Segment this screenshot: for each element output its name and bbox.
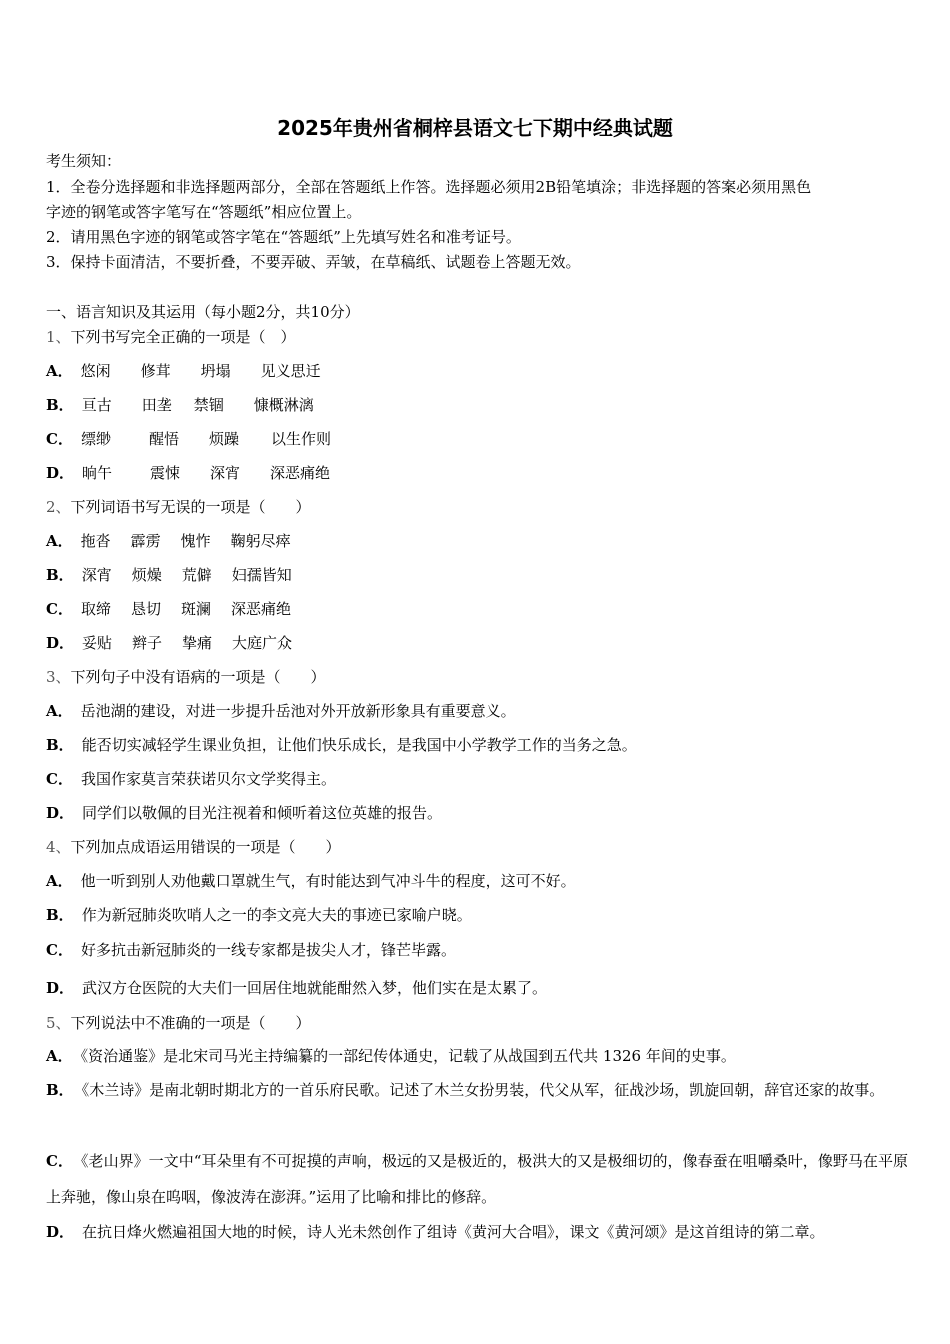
option-label: D． — [46, 1223, 75, 1241]
option — [46, 395, 314, 415]
option — [46, 1046, 736, 1066]
option-word: 辫子 — [132, 634, 163, 652]
question-stem — [46, 837, 341, 857]
option-label: B． — [46, 1081, 74, 1099]
option-word: 烦燥 — [131, 566, 162, 584]
question-number: 4、 — [46, 838, 71, 856]
notice-heading: 考生须知： — [46, 152, 122, 170]
option-label: D． — [46, 804, 75, 822]
question-text: 下列句子中没有语病的一项是（ ） — [70, 668, 326, 686]
option — [46, 735, 637, 755]
option-word: 取缔 — [80, 600, 111, 618]
option-text: 在抗日烽火燃遍祖国大地的时候，诗人光未然创作了组诗《黄河大合唱》，课文《黄河颂》是这首组诗的第二章。 — [82, 1223, 825, 1241]
option-text: 能否切实减轻学生课业负担，让他们快乐成长，是我国中小学教学工作的当务之急。 — [81, 736, 637, 754]
question-stem — [46, 327, 296, 347]
option — [46, 1222, 825, 1242]
option-label: A． — [46, 702, 73, 720]
notice-item: 2．请用黑色字迹的钢笔或答字笔在“答题纸”上先填写姓名和准考证号。 — [46, 228, 521, 246]
option-word: 晌午 — [82, 464, 113, 482]
option-label: D． — [46, 464, 75, 482]
page-title: 2025年贵州省桐梓县语文七下期中经典试题 — [277, 116, 673, 140]
option-text: 岳池湖的建设，对进一步提升岳池对外开放新形象具有重要意义。 — [80, 702, 516, 720]
option-word: 修茸 — [140, 362, 171, 380]
option-word: 鞠躬尽瘁 — [230, 532, 291, 550]
option-text: 《木兰诗》是南北朝时期北方的一首乐府民歌。记述了木兰女扮男装，代父从军，征战沙场，凯旋回朝，辞官还家的故事。 — [81, 1081, 885, 1099]
option-label: B． — [46, 736, 74, 754]
notice-item: 3．保持卡面清洁，不要折叠，不要弄破、弄皱，在草稿纸、试题卷上答题无效。 — [46, 253, 581, 271]
option — [46, 978, 547, 998]
option — [46, 565, 292, 585]
option-word: 深宵 — [81, 566, 112, 584]
notice-item: 字迹的钢笔或答字笔写在“答题纸”相应位置上。 — [46, 203, 362, 221]
question-text: 下列词语书写无误的一项是（ ） — [70, 498, 311, 516]
option-word: 深恶痛绝 — [270, 464, 331, 482]
option — [46, 1143, 908, 1215]
option-word: 妥贴 — [82, 634, 113, 652]
option-text: 武汉方仓医院的大夫们一回居住地就能酣然入梦，他们实在是太累了。 — [82, 979, 548, 997]
option-word: 醒悟 — [148, 430, 179, 448]
option-word: 烦躁 — [208, 430, 239, 448]
option-word: 田垄 — [141, 396, 172, 414]
question-number: 3、 — [46, 668, 71, 686]
option-text: 《老山界》一文中“耳朵里有不可捉摸的声响，极远的又是极近的，极洪大的又是极细切的，像春蚕在咀嚼桑叶，像野马在平原上奔驰，像山泉在呜咽，像波涛在澎湃。”运用了比喻和排比的修辞。 — [46, 1152, 908, 1206]
option-label: A． — [46, 872, 73, 890]
option-word: 拖沓 — [80, 532, 111, 550]
option-word: 慷概淋漓 — [253, 396, 314, 414]
option — [46, 463, 330, 483]
section-heading: 一、语言知识及其运用（每小题2分，共10分） — [46, 303, 360, 321]
option-word: 亘古 — [81, 396, 112, 414]
question-stem — [46, 1013, 311, 1033]
option-word: 以生作则 — [270, 430, 331, 448]
option-word: 愧怍 — [180, 532, 211, 550]
option-label: C． — [46, 770, 73, 788]
option-word: 深恶痛绝 — [230, 600, 291, 618]
option-word: 坍塌 — [200, 362, 231, 380]
option-text: 《资治通鉴》是北宋司马光主持编纂的一部纪传体通史，记载了从战国到五代共 1326 年间的史事。 — [80, 1047, 736, 1065]
option-text: 同学们以敬佩的目光注视着和倾听着这位英雄的报告。 — [82, 804, 443, 822]
option-label: B． — [46, 396, 74, 414]
option-label: B． — [46, 566, 74, 584]
option-text: 好多抗击新冠肺炎的一线专家都是拔尖人才，锋芒毕露。 — [80, 941, 456, 959]
option-label: A． — [46, 362, 73, 380]
option-word: 悠闲 — [80, 362, 111, 380]
option — [46, 940, 456, 960]
option — [46, 803, 442, 823]
option-label: D． — [46, 979, 75, 997]
option-text: 我国作家莫言荣获诺贝尔文学奖得主。 — [80, 770, 336, 788]
question-text: 下列说法中不准确的一项是（ ） — [70, 1014, 311, 1032]
option-word: 霹雳 — [130, 532, 161, 550]
question-text: 下列书写完全正确的一项是（ ） — [70, 328, 296, 346]
option-label: D． — [46, 634, 75, 652]
option — [46, 905, 472, 925]
option-word: 斑澜 — [180, 600, 211, 618]
question-number: 1、 — [46, 328, 71, 346]
question-stem — [46, 497, 311, 517]
question-text: 下列加点成语运用错误的一项是（ ） — [70, 838, 341, 856]
option-label: A． — [46, 1047, 73, 1065]
option — [46, 599, 291, 619]
option-label: C． — [46, 941, 73, 959]
question-number: 2、 — [46, 498, 71, 516]
option — [46, 1072, 908, 1108]
option-word: 深宵 — [210, 464, 241, 482]
option — [46, 633, 292, 653]
option — [46, 871, 576, 891]
question-stem — [46, 667, 326, 687]
option-word: 大庭广众 — [232, 634, 293, 652]
option-label: A． — [46, 532, 73, 550]
option — [46, 429, 331, 449]
option-word: 见义思迁 — [260, 362, 321, 380]
notice-item: 1．全卷分选择题和非选择题两部分，全部在答题纸上作答。选择题必须用2B铅笔填涂；非选择题的答案必须用黑色 — [46, 178, 812, 196]
option-label: C． — [46, 600, 73, 618]
option-label: B． — [46, 906, 74, 924]
option-word: 挚痛 — [182, 634, 213, 652]
option-word: 禁锢 — [193, 396, 224, 414]
option-word: 妇孺皆知 — [231, 566, 292, 584]
option-label: C． — [46, 430, 73, 448]
option-label: C． — [46, 1152, 74, 1170]
option — [46, 531, 291, 551]
option — [46, 701, 516, 721]
option-word: 荒僻 — [181, 566, 212, 584]
option-text: 作为新冠肺炎吹哨人之一的李文亮大夫的事迹已家喻户晓。 — [81, 906, 472, 924]
question-number: 5、 — [46, 1014, 71, 1032]
option-text: 他一听到别人劝他戴口罩就生气，有时能达到气冲斗牛的程度，这可不好。 — [80, 872, 576, 890]
option-word: 恳切 — [130, 600, 161, 618]
option-word: 缥缈 — [80, 430, 111, 448]
option-word: 震悚 — [150, 464, 181, 482]
option — [46, 769, 336, 789]
option — [46, 361, 321, 381]
